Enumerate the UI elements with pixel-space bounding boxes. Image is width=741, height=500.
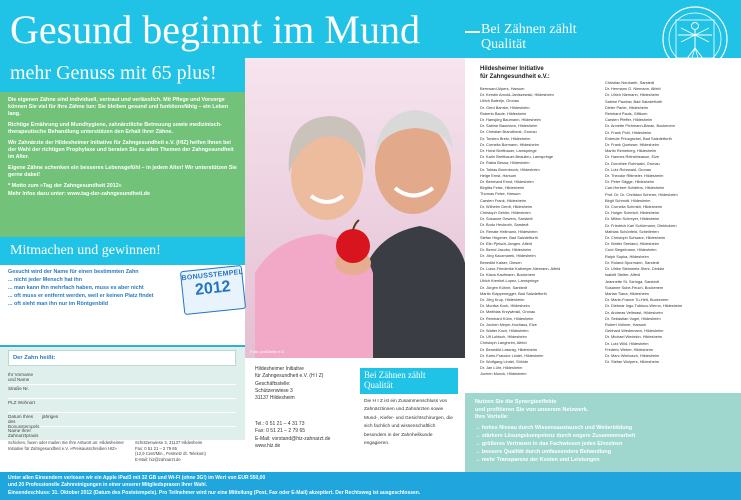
member-entry: Dr. Cornelia Schmidt, Hildesheim: [605, 204, 663, 210]
member-entry: Ulrich Balerijn, Gronau: [480, 98, 520, 104]
member-entry: Dr. Marc Wiebusch, Hildesheim: [605, 352, 660, 358]
stamp-year: 2012: [194, 278, 232, 299]
office-contact: [255, 421, 355, 450]
benefits-heading-3: Ihre Vorteile:: [475, 414, 509, 420]
member-entry: Dr. Frank Pohl, Hildesheim: [605, 129, 652, 135]
member-entry: Dr. Wolfgang Lindel, Söhlde: [480, 358, 529, 364]
name-field-label: Ihr Vorname und Name: [8, 372, 34, 382]
member-entry: Carsten Frank, Hildesheim: [480, 197, 527, 203]
couple-photo: [245, 58, 465, 358]
member-entry: Jeannette St. Szringa, Sarstedt: [605, 278, 659, 284]
member-entry: Dieter Parler, Hildesheim: [605, 104, 649, 110]
practice-field-label: Name Ihrer Zahnarztpraxis: [8, 428, 39, 438]
benefits-panel: [465, 393, 741, 472]
member-entry: Dr. Marie-France Tu-Heit, Bockenem: [605, 297, 669, 303]
member-entry: Dr. Rabia Bessa, Hildesheim: [480, 160, 530, 166]
member-entry: Dr. Karin-Fraucke Lindel, Hildesheim: [480, 352, 544, 358]
contact-phone: Tel.: 0 51 21 – 4 31 73: [255, 421, 305, 427]
stamp-date-field-suffix: jährigen: [42, 414, 59, 419]
answer-field[interactable]: [8, 350, 236, 366]
member-entry: Dr. Andreas Veltmast, Hildesheim: [605, 309, 663, 315]
stamp-label: BONUSSTEMPEL: [181, 268, 244, 283]
member-entry: Benedikt Kaiser, Giesen: [480, 259, 522, 265]
member-entry: Dr. Jochen Meyer-Hoxhaus, Elze: [480, 321, 537, 327]
footer-line-3: Einsendeschluss: 31. Oktober 2012 (Datum des Poststempels). Pro Teilnehmer wird nur eine Mitteilung (Post, Fax oder E-Mail) akzeptiert. Der Rechtsweg ist ausgeschlossen.: [8, 489, 421, 496]
intro-paragraph-4: Eigene Zähne schenken ein besseres Lebensgefühl – in jedem Alter! Wir unterstützen Sie gerne dabei!: [8, 165, 237, 178]
footer-line-2: und 20 Professionelle Zahnreinigungen in einer unserer Mitgliedspraxen Ihrer Wahl.: [8, 482, 208, 489]
member-entry: Susanne Sube-Feuch, Bockenem: [605, 284, 664, 290]
quality-box-title-2: Qualität: [364, 380, 393, 390]
headline: Gesund beginnt im Mund: [10, 7, 420, 52]
member-entry: Dr. Dietmar Ingo-Tubisco-Werno, Hildesheim: [605, 303, 683, 309]
member-entry: Frédéric Weber, Hildesheim: [605, 346, 653, 352]
bonus-stamp-badge: [180, 265, 246, 315]
intro-paragraph-3: Wir Zahnärzte der Hildesheimer Initiative für Zahngesundheit e.V. (HIZ) helfen Ihnen bei der Wahl der richtigen Prophylaxe und beraten Sie zu allen Themen der Zahngesundheit im Alter.: [8, 140, 234, 160]
members-column-right: [605, 80, 730, 365]
member-entry: Dr. Stefan Wolpers, Hildesheim: [605, 359, 659, 365]
member-entry: Carl-Herbert Schäfers, Hildesheim: [605, 185, 665, 191]
member-entry: Mathias Schönfeld, Schellerten: [605, 228, 659, 234]
entry-form: [0, 345, 245, 440]
member-entry: Helge Ernst, Harsum: [480, 172, 517, 178]
address-line-3: Geschäftsstelle:: [255, 380, 291, 387]
member-entry: Bernward Alpers, Harsum: [480, 86, 525, 91]
send-address-fax-cost: (12,9 Cent/Min., Festnetz dt. Telekom): [135, 451, 206, 456]
member-entry: Birgitta Feise, Hildesheim: [480, 185, 525, 191]
member-entry: Dr. Bernhard Ernst, Hildesheim: [480, 179, 534, 185]
intro-paragraph-1: Die eigenen Zähne sind individuell, vertraut und verlässlich. Mit Pflege und Vorsorge können Sie viel für Ihre Zähne tun: Sie bleiben gesund und funktionsfähig – ein Leben lang.: [8, 97, 229, 117]
contest-title: Mitmachen und gewinnen!: [10, 243, 161, 258]
member-entry: Dr. Torsten Bretz, Hildesheim: [480, 135, 531, 141]
member-entry: Dr. Tobias Borenbrock, Hildesheim: [480, 166, 540, 172]
send-address-fax: Fax: 0 51 21 – 2 79 65: [135, 445, 177, 451]
stamp-date-field[interactable]: [8, 413, 236, 427]
members-column-left: [480, 86, 605, 378]
member-entry: Dr. Frank Queisser, Hildesheim: [605, 142, 659, 148]
answer-field-label: Der Zahn heißt:: [13, 355, 56, 361]
name-field[interactable]: [8, 371, 236, 385]
member-entry: Dr. Hannes Reinstheason, Elze: [605, 154, 660, 160]
member-entry: Dr. Ulrich Niemann, Hildesheim: [605, 92, 660, 98]
member-entry: Ulrich Krenkel-Lopez, Lamspringe: [480, 278, 539, 284]
contest-question-5: ... oft sieht man ihn nur im Röntgenbild: [8, 301, 109, 307]
member-entry: Dr. Walter Koch, Hildesheim: [480, 327, 529, 333]
contest-question-4: ... oft muss er entfernt werden, weil er keinen Platz findet: [8, 293, 154, 299]
quality-box-header: [360, 368, 458, 394]
address-line-5: 31137 Hildesheim: [255, 395, 295, 402]
intro-paragraph-2: Richtige Ernährung und Mundhygiene, zahnärztliche Betreuung sowie medizinisch-therapeutische Behandlung unterstützen den Erhalt Ihrer Zähne.: [8, 122, 222, 135]
member-entry: Dr. Sabine Baumann, Hildesheim: [480, 123, 538, 129]
member-entry: Dr. Hansjörg Baumann, Hildesheim: [480, 117, 541, 123]
member-entry: Dr. Gerd Bahrke, Hildesheim: [480, 104, 530, 110]
member-entry: Dr. Jörg Kaczmarek, Hildesheim: [480, 253, 536, 259]
quality-box-text: Die H I Z ist ein Zusammenschluss von Zahnärztinnen und Zahnärzten sowie Mund-, Kiefer- und Gesichtschirurgen, die sich fachlich und wissenschaftlich besonders in der Zahnheilkunde engagieren.: [364, 399, 453, 447]
subheadline: mehr Genuss mit 65 plus!: [10, 62, 217, 84]
intro-url-link[interactable]: Mehr Infos dazu unter: www.tag-der-zahngesundheit.de: [8, 191, 151, 197]
send-address-street: Schützenwiese 3, 31137 Hildesheim: [135, 440, 203, 445]
member-entry: Dr. Kerstin Arnold-Janiszewski, Hildesheim: [480, 92, 554, 98]
member-entry: Dr. Reinhard Kühn, Hildesheim: [480, 315, 534, 321]
member-entry: Dr. Michael Wedekin, Hildesheim: [605, 334, 663, 340]
members-title-line2: für Zahngesundheit e.V.:: [480, 73, 550, 80]
member-entry: Dr. Elin Pjelsch-Jangen, Alfeld: [480, 241, 532, 247]
intro-motto: * Motto zum »Tag der Zahngesundheit 2012«: [8, 183, 122, 189]
apple-icon: [336, 229, 370, 263]
member-entry: Dr. Luise-Friederike Kalbreyer-Niemann, Alfeld: [480, 265, 561, 271]
header-aside-line1: Bei Zähnen zählt: [481, 22, 577, 37]
member-entry: Dr. Ulf Lubisch, Hildesheim: [480, 334, 527, 340]
member-entry: Dr. Ulrike Steinmetz-Sterz, Dinklar: [605, 266, 665, 272]
contest-question-1: Gesucht wird der Name für einen bestimmten Zahn: [8, 269, 139, 275]
member-entry: Isabell Stelter, Alfeld: [605, 272, 641, 278]
member-entry: Dr. Milton Schreyer, Hildesheim: [605, 216, 660, 222]
member-entry: Dr. Sebastian Vogel, Hildesheim: [605, 315, 661, 321]
send-address-email[interactable]: E-Mail: hiz@zahnarzt.de: [135, 456, 181, 462]
member-entry: Dr. Bernd Jacobs, Hildesheim: [480, 247, 532, 253]
member-entry: Martin Reineberg, Hildesheim: [605, 148, 657, 154]
member-entry: Dr. Benedikt Lassnig, Hildesheim: [480, 346, 538, 352]
member-entry: Dr. Bodo Heckroth, Sarstedt: [480, 222, 529, 228]
header-aside-line2: Qualität: [481, 37, 527, 52]
quality-box-title-1: Bei Zähnen zählt: [364, 370, 426, 380]
footer-line-1: Unter allen Einsendern verlosen wir ein Apple iPad3 mit 32 GB und Wi-Fi (ohne 3G!) im Wert von EUR 550,00: [8, 475, 266, 481]
member-entry: Thomas Feise, Harsum: [480, 191, 521, 197]
benefits-heading-1: Nutzen Sie die Synergieeffekte: [475, 399, 557, 405]
header-divider-line: [465, 31, 480, 33]
member-entry: Dr. Karin Breitbauer-Beaulieu, Lamspringe: [480, 154, 554, 160]
member-entry: Birgit Schmidt, Hildesheim: [605, 197, 651, 203]
member-entry: Dr. Lutz Wild, Hildesheim: [605, 340, 649, 346]
member-entry: Dr. Monika Kock, Hildesheim: [480, 303, 530, 309]
member-entry: Dr. Hermann G. Niemann, Alfeld: [605, 86, 661, 92]
city-field-label: PLZ Wohnort: [8, 400, 35, 405]
office-address: [255, 366, 355, 402]
couple-illustration: [245, 58, 465, 358]
contact-email[interactable]: E-Mail: vorstand@hiz-zahnarzt.de: [255, 435, 331, 442]
address-line-1: Hildesheimer Initiative: [255, 366, 304, 372]
member-entry: Dr. Lutz Rohrwald, Gronau: [605, 166, 652, 172]
send-address: [135, 440, 240, 462]
practice-field[interactable]: [8, 427, 236, 441]
member-entry: Dr. Klaus Kaufmann, Bockenem: [480, 272, 536, 278]
contest-question-2: ... nicht jeder Mensch hat ihn: [8, 277, 82, 283]
members-title: [480, 66, 680, 81]
member-entry: Robert Vollmer, Harsum: [605, 321, 647, 327]
stamp-date-field-label: Datum Ihres des Bonusstempels: [8, 414, 40, 429]
member-entry: Dr. Dorothee Rohrwald, Gronau: [605, 160, 660, 166]
member-entry: Roberto Baule, Hildesheim: [480, 110, 527, 116]
photo-credit: Foto: proDente e.V.: [250, 349, 285, 354]
send-instructions: Schicken, faxen oder mailen Sie Ihre Antwort an: Hildesheimer Initiative für Zahngesundheit e.V. »Preisausschreiben HIZ«: [8, 440, 124, 451]
street-field[interactable]: [8, 385, 236, 399]
member-entry: Reinhard Pauls, Giftkorn: [605, 111, 648, 117]
address-line-4: Schützenwiese 3: [255, 387, 293, 394]
member-entry: Erdmute Prinzgschel, Bad Salzdetfurth: [605, 135, 672, 141]
contact-website[interactable]: www.hiz.de: [255, 442, 281, 449]
member-entry: Dr. Jörg Krop, Hildesheim: [480, 296, 525, 302]
member-entry: Prof. Dr. Dr. Christian Scherer, Hildesheim: [605, 191, 678, 197]
member-entry: Dr. Jürgen Kühne, Sarstedt: [480, 284, 527, 290]
contact-fax: Fax: 0 51 21 – 2 79 65: [255, 428, 306, 435]
member-entry: Dr. Susanne Gewers, Sarstedt: [480, 216, 533, 222]
member-entry: Dr. Jan Lühr, Hildesheim: [480, 365, 523, 371]
member-entry: Dr. Friedrich Karl Schürmann, Diekholzen: [605, 222, 677, 228]
member-entry: Christoph Gehler, Hildesheim: [480, 210, 531, 216]
benefit-item: → hohes Niveau durch Wissensaustausch und Weiterbildung: [475, 424, 633, 431]
member-entry: Marian Tiana, Hildesheim: [605, 290, 649, 296]
benefit-item: → mehr Transparenz der Kosten und Leistungen: [475, 456, 600, 463]
benefit-item: → größeres Vertrauen in das Fachwissen jedes Einzelnen: [475, 440, 623, 447]
member-entry: Dr. Wilhelm Gerdt, Hildesheim: [480, 203, 533, 209]
header-aside: [481, 22, 611, 52]
benefit-item: → stärkere Lösungskompetenz durch engere Zusammenarbeit: [475, 432, 636, 439]
member-entry: Sabine Pawlow, Bad Salzdetfurth: [605, 98, 663, 104]
member-entry: Carsten Pfeffer, Hildesheim: [605, 117, 653, 123]
members-title-line1: Hildesheimer Initiative: [480, 66, 544, 72]
footer-band: [0, 472, 741, 500]
member-entry: Stefan Hügener, Bad Salzdetfurth: [480, 234, 538, 240]
member-entry: Dr. Renate Hellmann, Hildesheim: [480, 228, 538, 234]
member-entry: Dr. Holger Schmidt, Hildesheim: [605, 210, 660, 216]
member-entry: Dr. Christoph Schwarz, Hildesheim: [605, 235, 666, 241]
member-entry: Dr. Roland Spurmann, Sarstedt: [605, 259, 660, 265]
benefits-heading-2: und profitieren Sie von unserem Netzwerk.: [475, 406, 589, 413]
member-entry: Christian Neubarth, Sarstedt: [605, 80, 655, 85]
member-entry: Ralph Sopka, Hildesheim: [605, 253, 649, 259]
member-entry: Martin Klappenegger, Bad Salzdetfurth: [480, 290, 547, 296]
member-entry: Dr. Cornelia Bormann, Hildesheim: [480, 141, 539, 147]
member-entry: Dr. Walter Seeland, Hildesheim: [605, 241, 659, 247]
member-entry: Dr. Theodor Rittmeier, Hildesheim: [605, 173, 664, 179]
member-entry: Dr. Peter Sägge, Hildesheim: [605, 179, 655, 185]
member-entry: Jochen Munck, Hildesheim: [480, 371, 527, 377]
benefit-item: → bessere Qualität durch umfassendere Behandlung: [475, 448, 611, 455]
intro-text-block: [0, 92, 245, 237]
member-entry: Cord Siegelmann, Hildesheim: [605, 247, 657, 253]
address-line-2: für Zahngesundheit e.V. (H I Z): [255, 373, 324, 380]
contest-question-3: ... man kann ihn mehrfach haben, muss es aber nicht: [8, 285, 144, 291]
benefits-list: [475, 424, 731, 464]
member-entry: Dr. Horst Breitbauer, Lamspringe: [480, 148, 537, 154]
street-field-label: Straße Nr.: [8, 386, 29, 391]
member-entry: Dr. Matthias Krzywinski, Gronau: [480, 309, 536, 315]
member-entry: Christoph Langheim, Alfeld: [480, 340, 527, 346]
city-field[interactable]: [8, 399, 236, 413]
member-entry: Dr. Annette Pichmann-Baran, Bockenem: [605, 123, 675, 129]
member-entry: Dr. Christian Brandhorst, Gronau: [480, 129, 537, 135]
member-entry: Gebhard Wiedemann, Hildesheim: [605, 328, 664, 334]
